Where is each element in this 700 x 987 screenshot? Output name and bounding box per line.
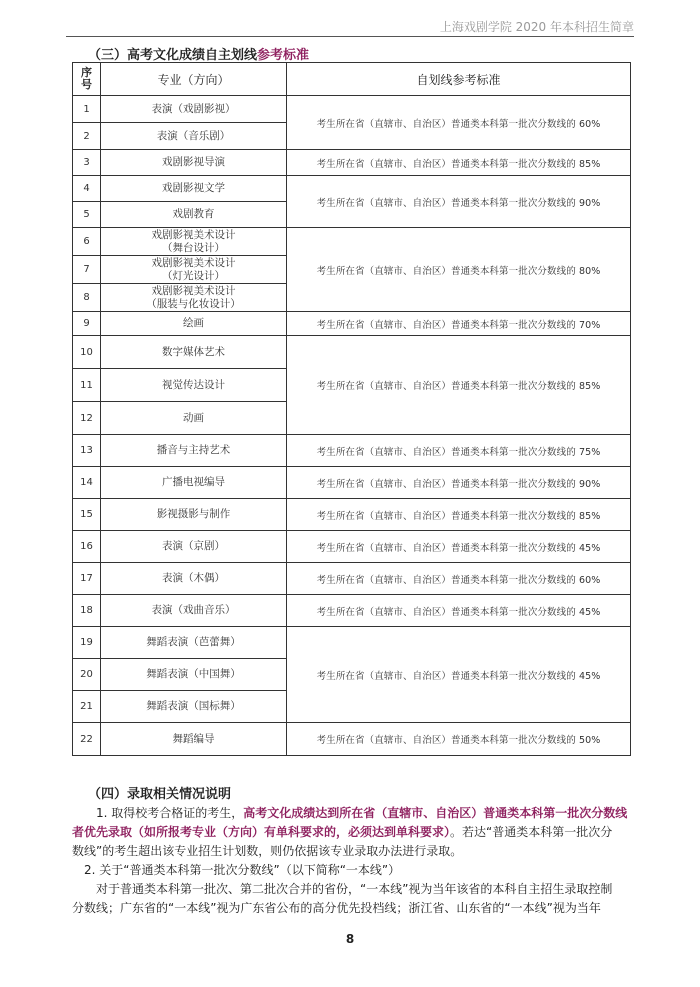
row-major: 戏剧影视美术设计 （舞台设计） — [101, 228, 287, 256]
table-row — [73, 531, 631, 563]
row-major: 绘画 — [101, 312, 287, 336]
row-major: 舞蹈表演（芭蕾舞） — [101, 627, 287, 659]
row-num: 8 — [73, 284, 101, 312]
table-row — [73, 723, 631, 756]
row-num: 10 — [73, 336, 101, 369]
row-major: 表演（木偶） — [101, 563, 287, 595]
row-num: 15 — [73, 499, 101, 531]
row-major: 视觉传达设计 — [101, 369, 287, 402]
row-num: 18 — [73, 595, 101, 627]
row-standard: 考生所在省（直辖市、自治区）普通类本科第一批次分数线的 60% — [287, 96, 631, 150]
row-num: 4 — [73, 176, 101, 202]
row-standard: 考生所在省（直辖市、自治区）普通类本科第一批次分数线的 85% — [287, 336, 631, 435]
row-major: 表演（音乐剧） — [101, 123, 287, 150]
header-num: 序号 — [73, 63, 101, 96]
row-standard: 考生所在省（直辖市、自治区）普通类本科第一批次分数线的 50% — [287, 723, 631, 756]
row-major: 戏剧影视导演 — [101, 150, 287, 176]
row-num: 16 — [73, 531, 101, 563]
row-major: 戏剧影视美术设计 （灯光设计） — [101, 256, 287, 284]
row-num: 20 — [73, 659, 101, 691]
row-num: 14 — [73, 467, 101, 499]
page-number: 8 — [345, 932, 355, 946]
row-major: 戏剧影视文学 — [101, 176, 287, 202]
row-num: 5 — [73, 202, 101, 228]
row-standard: 考生所在省（直辖市、自治区）普通类本科第一批次分数线的 45% — [287, 627, 631, 723]
row-num: 21 — [73, 691, 101, 723]
row-standard: 考生所在省（直辖市、自治区）普通类本科第一批次分数线的 45% — [287, 595, 631, 627]
table-row — [73, 150, 631, 176]
section4-title: （四）录取相关情况说明 — [88, 787, 232, 802]
row-major: 表演（京剧） — [101, 531, 287, 563]
table-row — [73, 627, 631, 659]
section4-paragraph-2: 2. 关于“普通类本科第一批次分数线”（以下简称“一本线”） — [84, 863, 401, 877]
row-standard: 考生所在省（直辖市、自治区）普通类本科第一批次分数线的 70% — [287, 312, 631, 336]
section3-title-plain: （三）高考文化成绩自主划线 — [88, 48, 258, 63]
table-row — [73, 563, 631, 595]
row-major: 动画 — [101, 402, 287, 435]
row-major: 广播电视编导 — [101, 467, 287, 499]
row-standard: 考生所在省（直辖市、自治区）普通类本科第一批次分数线的 45% — [287, 531, 631, 563]
row-major: 舞蹈表演（中国舞） — [101, 659, 287, 691]
row-num: 7 — [73, 256, 101, 284]
row-major: 影视摄影与制作 — [101, 499, 287, 531]
row-num: 1 — [73, 96, 101, 123]
section4-paragraph-3: 对于普通类本科第一批次、第二批次合并的省份，“一本线”视为当年该省的本科自主招生录取控制 分数线；广东省的“一本线”视为广东省公布的高分优先投档线；浙江省、山东省的“一本线”视为当年 — [72, 882, 613, 915]
table-row — [73, 435, 631, 467]
header-major: 专业（方向） — [101, 63, 287, 96]
row-major: 播音与主持艺术 — [101, 435, 287, 467]
table-row — [73, 228, 631, 256]
row-num: 12 — [73, 402, 101, 435]
table-row — [73, 96, 631, 123]
table-row — [73, 595, 631, 627]
row-num: 17 — [73, 563, 101, 595]
table-row — [73, 467, 631, 499]
header-standard: 自划线参考标准 — [287, 63, 631, 96]
row-num: 13 — [73, 435, 101, 467]
row-major: 舞蹈编导 — [101, 723, 287, 756]
row-standard: 考生所在省（直辖市、自治区）普通类本科第一批次分数线的 60% — [287, 563, 631, 595]
cutoff-table — [72, 62, 630, 756]
row-standard: 考生所在省（直辖市、自治区）普通类本科第一批次分数线的 85% — [287, 499, 631, 531]
row-major: 舞蹈表演（国标舞） — [101, 691, 287, 723]
row-standard: 考生所在省（直辖市、自治区）普通类本科第一批次分数线的 80% — [287, 228, 631, 312]
section3-title — [88, 44, 309, 63]
row-major: 数字媒体艺术 — [101, 336, 287, 369]
row-num: 2 — [73, 123, 101, 150]
row-num: 6 — [73, 228, 101, 256]
row-standard: 考生所在省（直辖市、自治区）普通类本科第一批次分数线的 75% — [287, 435, 631, 467]
table-row — [73, 176, 631, 202]
row-major: 戏剧影视美术设计 （服装与化妆设计） — [101, 284, 287, 312]
section4-paragraph-1: 1. 取得校考合格证的考生，高考文化成绩达到所在省（直辖市、自治区）普通类本科第一批次分数线 者优先录取（如所报考专业（方向）有单科要求的，必须达到单科要求）。若达“普通类本科第一批次分 数线”的考生超出该专业招生计划数，则仍依据该专业录取办法进行录取。 — [72, 806, 628, 858]
table-row — [73, 499, 631, 531]
row-num: 22 — [73, 723, 101, 756]
row-num: 19 — [73, 627, 101, 659]
header-title: 上海戏剧学院 2020 年本科招生简章 — [439, 20, 634, 34]
table-header-row — [73, 63, 631, 96]
row-major: 表演（戏曲音乐） — [101, 595, 287, 627]
row-standard: 考生所在省（直辖市、自治区）普通类本科第一批次分数线的 90% — [287, 467, 631, 499]
header-divider — [66, 36, 634, 37]
row-num: 11 — [73, 369, 101, 402]
row-num: 3 — [73, 150, 101, 176]
row-standard: 考生所在省（直辖市、自治区）普通类本科第一批次分数线的 90% — [287, 176, 631, 228]
row-major: 表演（戏剧影视） — [101, 96, 287, 123]
cutoff-standard-table — [72, 62, 631, 756]
row-standard: 考生所在省（直辖市、自治区）普通类本科第一批次分数线的 85% — [287, 150, 631, 176]
table-row — [73, 312, 631, 336]
row-major: 戏剧教育 — [101, 202, 287, 228]
section3-title-highlight: 参考标准 — [257, 48, 310, 63]
table-row — [73, 336, 631, 369]
row-num: 9 — [73, 312, 101, 336]
